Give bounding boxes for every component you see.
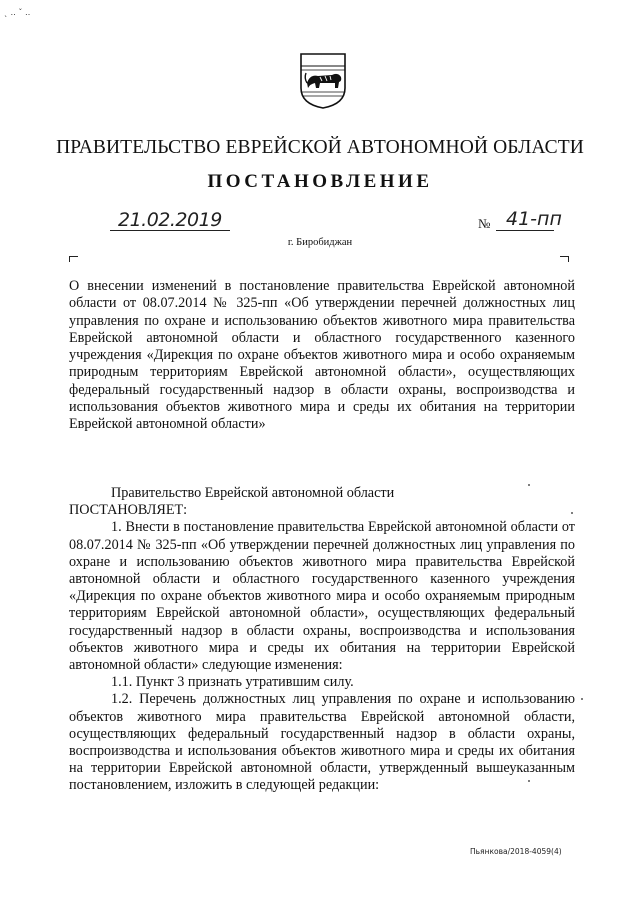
number-label: № xyxy=(478,216,491,231)
heading-corner-right xyxy=(560,256,569,262)
document-date: 21.02.2019 xyxy=(118,209,222,231)
document-body xyxy=(69,485,575,795)
government-title: ПРАВИТЕЛЬСТВО ЕВРЕЙСКОЙ АВТОНОМНОЙ ОБЛАСТИ xyxy=(56,137,584,158)
resolves-text: ПОСТАНОВЛЯЕТ: xyxy=(69,502,188,519)
scan-dot xyxy=(528,780,530,782)
heading-corner-left xyxy=(69,256,78,262)
paragraph-1: 1. Внести в постановление правительства Еврейской автономной области от 08.07.2014 № 325-пп «Об утверждении перечней должностных лиц управления по охране и использованию объектов животного мира правительства Еврейской автономной области и областного государственного казенного учреждения «Дирекция по охране объектов животного мира и особо охраняемым природным территориям Еврейской автономной области», осуществляющих федеральный государственный надзор в области охраны, воспроизводства и использования объектов животного мира и среды их обитания на территории Еврейской автономной области» следующие изменения: xyxy=(69,519,575,674)
date-underline xyxy=(110,230,230,231)
intro-text: Правительство Еврейской автономной области xyxy=(111,485,395,501)
scan-marks: ˎ ‥ ˇ ‥ xyxy=(4,8,31,17)
scan-dot xyxy=(528,484,530,486)
document-number: 41-пп xyxy=(506,208,562,230)
scan-dot xyxy=(581,698,583,700)
number-underline xyxy=(496,230,554,231)
scan-dot xyxy=(571,512,573,514)
paragraph-1-2: 1.2. Перечень должностных лиц управления по охране и использованию объектов животного мира правительства Еврейской автономной области, осуществляющих федеральный государственный надзор в области охраны, воспроизводства и использования объектов животного мира и среды их обитания на территории Еврейской автономной области, утвержденный вышеуказанным постановлением, изложить в следующей редакции: xyxy=(69,691,575,794)
footer-code: Пьянкова/2018-4059(4) xyxy=(470,847,562,856)
paragraph-1-1: 1.1. Пункт 3 признать утратившим силу. xyxy=(111,674,354,691)
document-heading: О внесении изменений в постановление правительства Еврейской автономной области от 08.07.2014 № 325-пп «Об утверждении перечней должностных лиц управления по охране и использованию объектов животного мира правительства Еврейской автономной области и областного государственного казенного учреждения «Дирекция по охране объектов животного мира и особо охраняемым природным территориям Еврейской автономной области», осуществляющих федеральный государственный надзор в области охраны, воспроизводства и использования объектов животного мира и среды их обитания на территории Еврейской автономной области» xyxy=(69,278,575,433)
city-name: г. Биробиджан xyxy=(287,237,353,248)
coat-of-arms-icon xyxy=(298,50,348,110)
document-type: ПОСТАНОВЛЕНИЕ xyxy=(207,171,433,192)
